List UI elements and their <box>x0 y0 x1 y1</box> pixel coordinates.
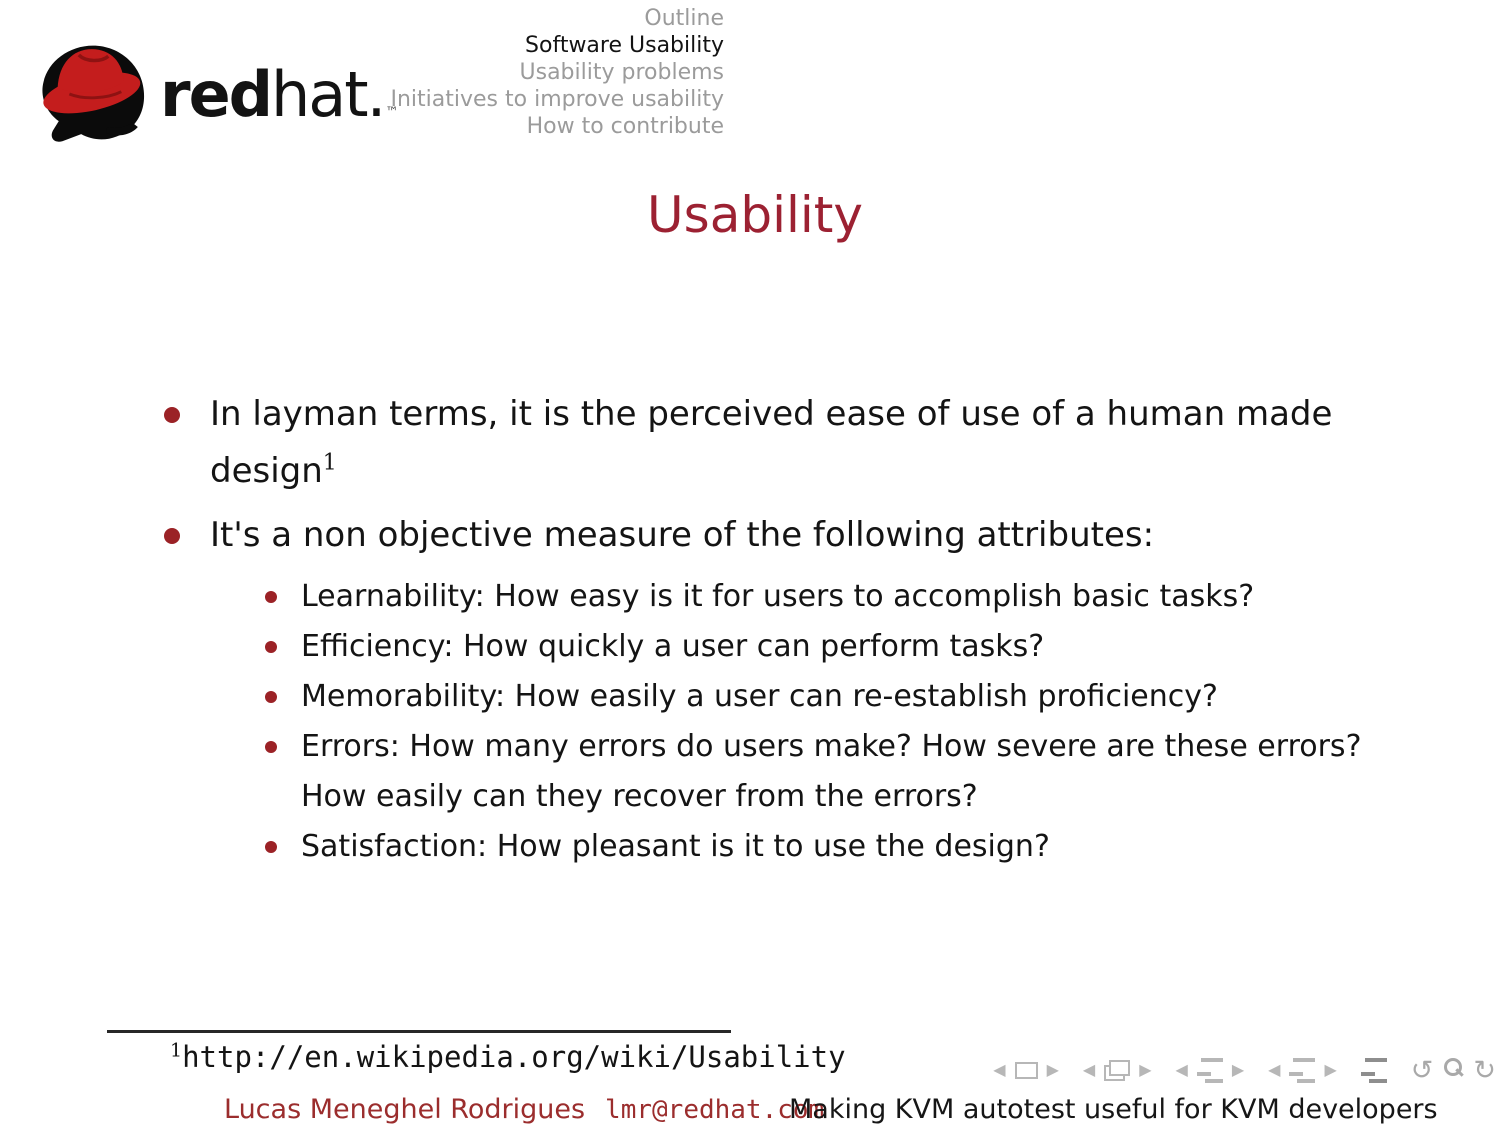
list-item <box>265 822 1454 872</box>
sub-bullet-efficiency: Efficiency: How quickly a user can perform tasks? <box>301 629 1045 664</box>
bullet-dot <box>164 407 180 423</box>
beamer-navigation-bar <box>993 1051 1496 1089</box>
slide-title: Usability <box>647 186 863 244</box>
slide-nav-group <box>993 1062 1059 1079</box>
section-outline-nav <box>0 5 724 140</box>
bullet-dot <box>265 591 277 603</box>
document-overview-icon[interactable] <box>1361 1058 1387 1083</box>
section-nav-group <box>1268 1058 1337 1083</box>
trademark-symbol: ™ <box>385 104 397 120</box>
sub-bullet-satisfaction: Satisfaction: How pleasant is it to use the design? <box>301 829 1050 864</box>
bullet1-text: In layman terms, it is the perceived ease of use of a human made design <box>210 394 1333 491</box>
author-email: lmr@redhat.com <box>605 1095 825 1125</box>
bullet-text <box>210 386 1375 500</box>
nav-item-outline[interactable]: Outline <box>644 6 724 31</box>
prev-section-icon[interactable]: ◀ <box>1268 1060 1281 1079</box>
wordmark-red: red <box>160 57 272 131</box>
nav-item-software-usability[interactable]: Software Usability <box>525 33 724 58</box>
frame-nav-group <box>1083 1060 1152 1081</box>
list-item <box>265 722 1454 822</box>
author-name: Lucas Meneghel Rodrigues <box>224 1094 586 1125</box>
prev-subsection-icon[interactable]: ◀ <box>1175 1060 1188 1079</box>
sub-bullet-errors: Errors: How many errors do users make? How severe are these errors? How easily can they recover from the errors? <box>301 729 1362 814</box>
search-icon[interactable] <box>1442 1058 1464 1082</box>
bullet-item <box>164 386 1454 500</box>
footnote-url-link[interactable]: http://en.wikipedia.org/wiki/Usability <box>182 1040 846 1074</box>
frames-icon[interactable] <box>1104 1060 1130 1081</box>
bullet-dot <box>265 691 277 703</box>
nav-item-initiatives[interactable]: Initiatives to improve usability <box>390 87 724 112</box>
bullet2-text: It's a non objective measure of the following attributes: <box>210 515 1155 555</box>
footnote-divider <box>107 1030 731 1033</box>
slide-icon[interactable] <box>1015 1062 1038 1079</box>
prev-slide-icon[interactable]: ◀ <box>993 1060 1006 1079</box>
subsection-icon[interactable] <box>1197 1058 1223 1083</box>
bullet-dot <box>164 528 180 544</box>
bullet-dot <box>265 841 277 853</box>
appendix-nav-group <box>1361 1058 1387 1083</box>
nav-item-how-to-contribute[interactable]: How to contribute <box>526 114 724 139</box>
section-icon[interactable] <box>1289 1058 1315 1083</box>
footer-author-block <box>224 1094 824 1125</box>
next-section-icon[interactable]: ▶ <box>1324 1060 1337 1079</box>
subsection-nav-group <box>1176 1058 1245 1083</box>
footnote-mark: 1 <box>170 1039 183 1062</box>
next-subsection-icon[interactable]: ▶ <box>1231 1060 1245 1079</box>
sub-bullet-memorability: Memorability: How easily a user can re-establish proficiency? <box>301 679 1218 714</box>
history-nav-group <box>1410 1054 1496 1086</box>
presentation-title: Making KVM autotest useful for KVM developers <box>789 1094 1438 1125</box>
next-slide-icon[interactable]: ▶ <box>1046 1060 1059 1079</box>
wordmark-hat: hat. <box>271 57 385 131</box>
go-back-icon[interactable]: ↺ <box>1410 1054 1434 1086</box>
list-item <box>265 572 1454 622</box>
bullet-dot <box>265 741 277 753</box>
slide-body <box>164 386 1454 872</box>
next-frame-icon[interactable]: ▶ <box>1139 1060 1152 1079</box>
footnote-reference-mark: 1 <box>322 450 337 476</box>
prev-frame-icon[interactable]: ◀ <box>1082 1060 1096 1079</box>
list-item <box>265 672 1454 722</box>
footnote <box>170 1040 846 1074</box>
sub-bullet-list <box>265 572 1454 872</box>
nav-item-usability-problems[interactable]: Usability problems <box>519 60 724 85</box>
go-forward-icon[interactable]: ↻ <box>1473 1054 1496 1086</box>
list-item <box>265 622 1454 672</box>
bullet-dot <box>265 641 277 653</box>
bullet-item <box>164 507 1454 564</box>
sub-bullet-learnability: Learnability: How easy is it for users to accomplish basic tasks? <box>301 579 1255 614</box>
